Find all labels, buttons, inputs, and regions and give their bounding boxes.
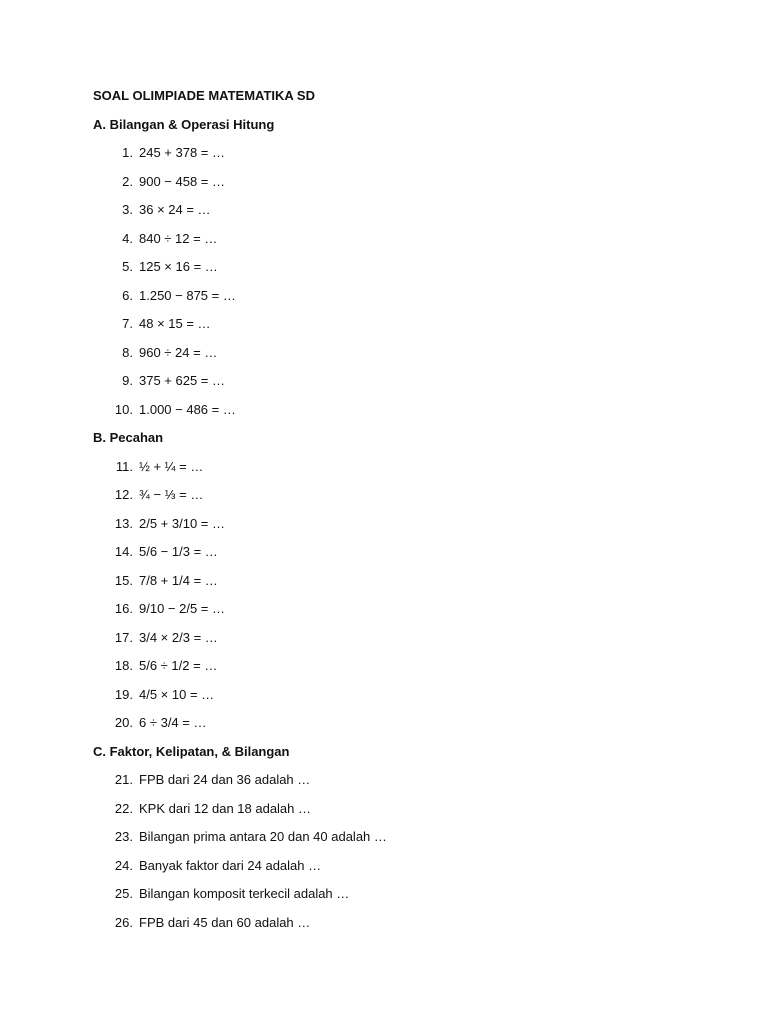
document-title: SOAL OLIMPIADE MATEMATIKA SD xyxy=(93,88,315,103)
item-number: 2. xyxy=(122,174,133,189)
item-number: 9. xyxy=(122,373,133,388)
item-number: 22. xyxy=(114,801,133,816)
item-number: 17. xyxy=(114,630,133,645)
item-text: 6 ÷ 3/4 = … xyxy=(139,715,207,730)
item-number: 16. xyxy=(114,601,133,616)
item-text: 2/5 + 3/10 = … xyxy=(139,516,226,531)
item-text: FPB dari 24 dan 36 adalah … xyxy=(139,772,311,787)
item-number: 15. xyxy=(114,573,133,588)
item-text: 840 ÷ 12 = … xyxy=(139,231,218,246)
item-number: 20. xyxy=(114,715,133,730)
item-text: 900 − 458 = … xyxy=(139,174,226,189)
item-text: 125 × 16 = … xyxy=(139,259,218,274)
item-text: 245 + 378 = … xyxy=(139,145,226,160)
item-text: 1.250 − 875 = … xyxy=(139,288,236,303)
item-text: Bilangan komposit terkecil adalah … xyxy=(139,886,350,901)
item-number: 7. xyxy=(122,316,133,331)
item-number: 1. xyxy=(122,145,133,160)
item-text: KPK dari 12 dan 18 adalah … xyxy=(139,801,312,816)
item-number: 18. xyxy=(114,658,133,673)
section-heading-a: A. Bilangan & Operasi Hitung xyxy=(93,117,275,132)
item-number: 4. xyxy=(122,231,133,246)
item-number: 21. xyxy=(114,772,133,787)
item-text: 5/6 ÷ 1/2 = … xyxy=(139,658,218,673)
item-text: 3/4 × 2/3 = … xyxy=(139,630,218,645)
item-text: ¾ − ⅓ = … xyxy=(139,487,204,502)
section-heading-c: C. Faktor, Kelipatan, & Bilangan xyxy=(93,744,290,759)
item-text: 9/10 − 2/5 = … xyxy=(139,601,226,616)
item-text: Banyak faktor dari 24 adalah … xyxy=(139,858,322,873)
item-number: 6. xyxy=(122,288,133,303)
item-number: 23. xyxy=(114,829,133,844)
item-number: 25. xyxy=(114,886,133,901)
item-text: ½ + ¼ = … xyxy=(139,459,204,474)
item-text: FPB dari 45 dan 60 adalah … xyxy=(139,915,311,930)
section-heading-b: B. Pecahan xyxy=(93,430,164,445)
item-number: 10. xyxy=(114,402,133,417)
item-text: 36 × 24 = … xyxy=(139,202,211,217)
item-number: 24. xyxy=(114,858,133,873)
item-text: 5/6 − 1/3 = … xyxy=(139,544,218,559)
item-number: 12. xyxy=(114,487,133,502)
item-text: 7/8 + 1/4 = … xyxy=(139,573,218,588)
item-number: 19. xyxy=(114,687,133,702)
item-number: 5. xyxy=(122,259,133,274)
item-number: 3. xyxy=(122,202,133,217)
item-number: 8. xyxy=(122,345,133,360)
item-text: 960 ÷ 24 = … xyxy=(139,345,218,360)
item-text: 375 + 625 = … xyxy=(139,373,226,388)
item-text: 1.000 − 486 = … xyxy=(139,402,236,417)
item-number: 26. xyxy=(114,915,133,930)
item-text: 48 × 15 = … xyxy=(139,316,211,331)
item-number: 14. xyxy=(114,544,133,559)
item-number: 13. xyxy=(114,516,133,531)
item-text: 4/5 × 10 = … xyxy=(139,687,215,702)
item-text: Bilangan prima antara 20 dan 40 adalah … xyxy=(139,829,387,844)
item-number: 11. xyxy=(115,459,133,474)
